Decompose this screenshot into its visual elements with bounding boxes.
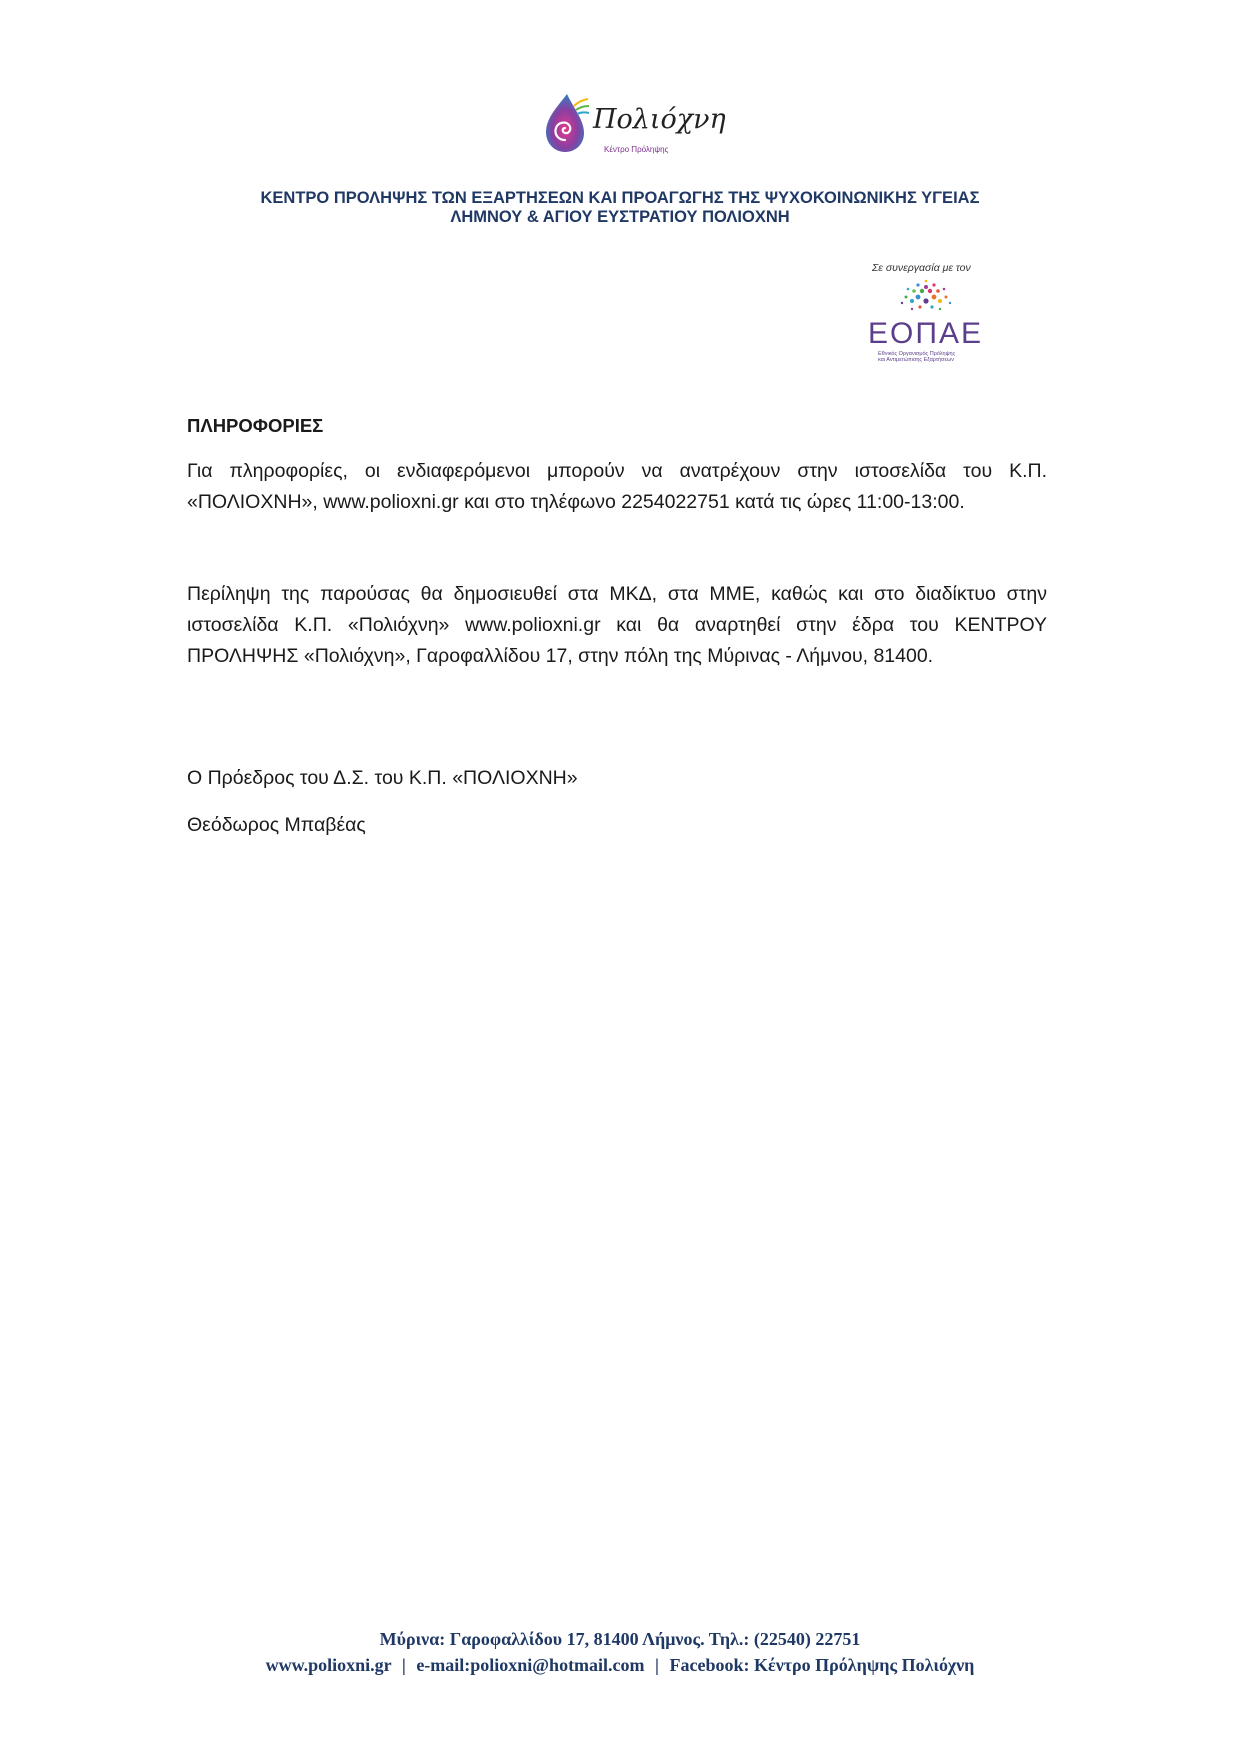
footer-contacts — [150, 1655, 1090, 1676]
org-title-line2: ΛΗΜΝΟΥ & ΑΓΙΟΥ ΕΥΣΤΡΑΤΙΟΥ ΠΟΛΙΟΧΝΗ — [450, 208, 790, 226]
footer-website[interactable]: www.polioxni.gr — [265, 1655, 392, 1675]
signature-name: Θεόδωρος Μπαβέας — [187, 814, 366, 836]
polioxni-logo — [540, 92, 726, 162]
info-paragraph: Για πληροφορίες, οι ενδιαφερόμενοι μπορούν να ανατρέχουν στην ιστοσελίδα του Κ.Π. «ΠΟΛΙΟΧΝΗ», www.polioxni.gr και στο τηλέφωνο 2254022751 κατά τις ώρες 11:00-13:00. — [187, 460, 1047, 513]
partner-sub-line1: Εθνικός Οργανισμός Πρόληψης — [878, 351, 956, 357]
footer-address: Μύρινα: Γαροφαλλίδου 17, 81400 Λήμνος. Τηλ.: (22540) 22751 — [379, 1629, 861, 1649]
organization-title — [150, 189, 1090, 227]
signature-title: Ο Πρόεδρος του Δ.Σ. του Κ.Π. «ΠΟΛΙΟΧΝΗ» — [187, 767, 578, 789]
partner-logo — [860, 262, 1010, 362]
spiral-drop-logo-icon — [540, 92, 590, 154]
footer-email[interactable]: e-mail:polioxni@hotmail.com — [416, 1655, 645, 1675]
logo-subtitle: Κέντρο Πρόληψης — [604, 145, 669, 154]
logo-name: Πολιόχνη — [593, 104, 726, 135]
publication-paragraph: Περίληψη της παρούσας θα δημοσιευθεί στα ΜΚΔ, στα ΜΜΕ, καθώς και στο διαδίκτυο στην ιστοσελίδα Κ.Π. «Πολιόχνη» www.polioxni.gr και θα αναρτηθεί στην έδρα του ΚΕΝΤΡΟΥ ΠΡΟΛΗΨΗΣ «Πολιόχνη», Γαροφαλλίδου 17, στην πόλη της Μύρινας - Λήμνου, 81400. — [187, 583, 1047, 667]
org-title-line1: ΚΕΝΤΡΟ ΠΡΟΛΗΨΗΣ ΤΩΝ ΕΞΑΡΤΗΣΕΩΝ ΚΑΙ ΠΡΟΑΓΩΓΗΣ ΤΗΣ ΨΥΧΟΚΟΙΝΩΝΙΚΗΣ ΥΓΕΙΑΣ — [260, 189, 980, 207]
footer-separator: | — [401, 1655, 406, 1675]
dot-burst-logo-icon — [896, 279, 956, 319]
partner-name: ΕΟΠΑΕ — [868, 317, 984, 350]
partner-caption: Σε συνεργασία με τον — [872, 262, 971, 274]
partner-sub-line2: και Αντιμετώπισης Εξαρτήσεων — [878, 357, 954, 363]
section-heading: ΠΛΗΡΟΦΟΡΙΕΣ — [187, 415, 324, 436]
footer-separator: | — [655, 1655, 660, 1675]
partner-subtitle — [878, 351, 955, 363]
footer-facebook[interactable]: Facebook: Κέντρο Πρόληψης Πολιόχνη — [669, 1655, 975, 1675]
